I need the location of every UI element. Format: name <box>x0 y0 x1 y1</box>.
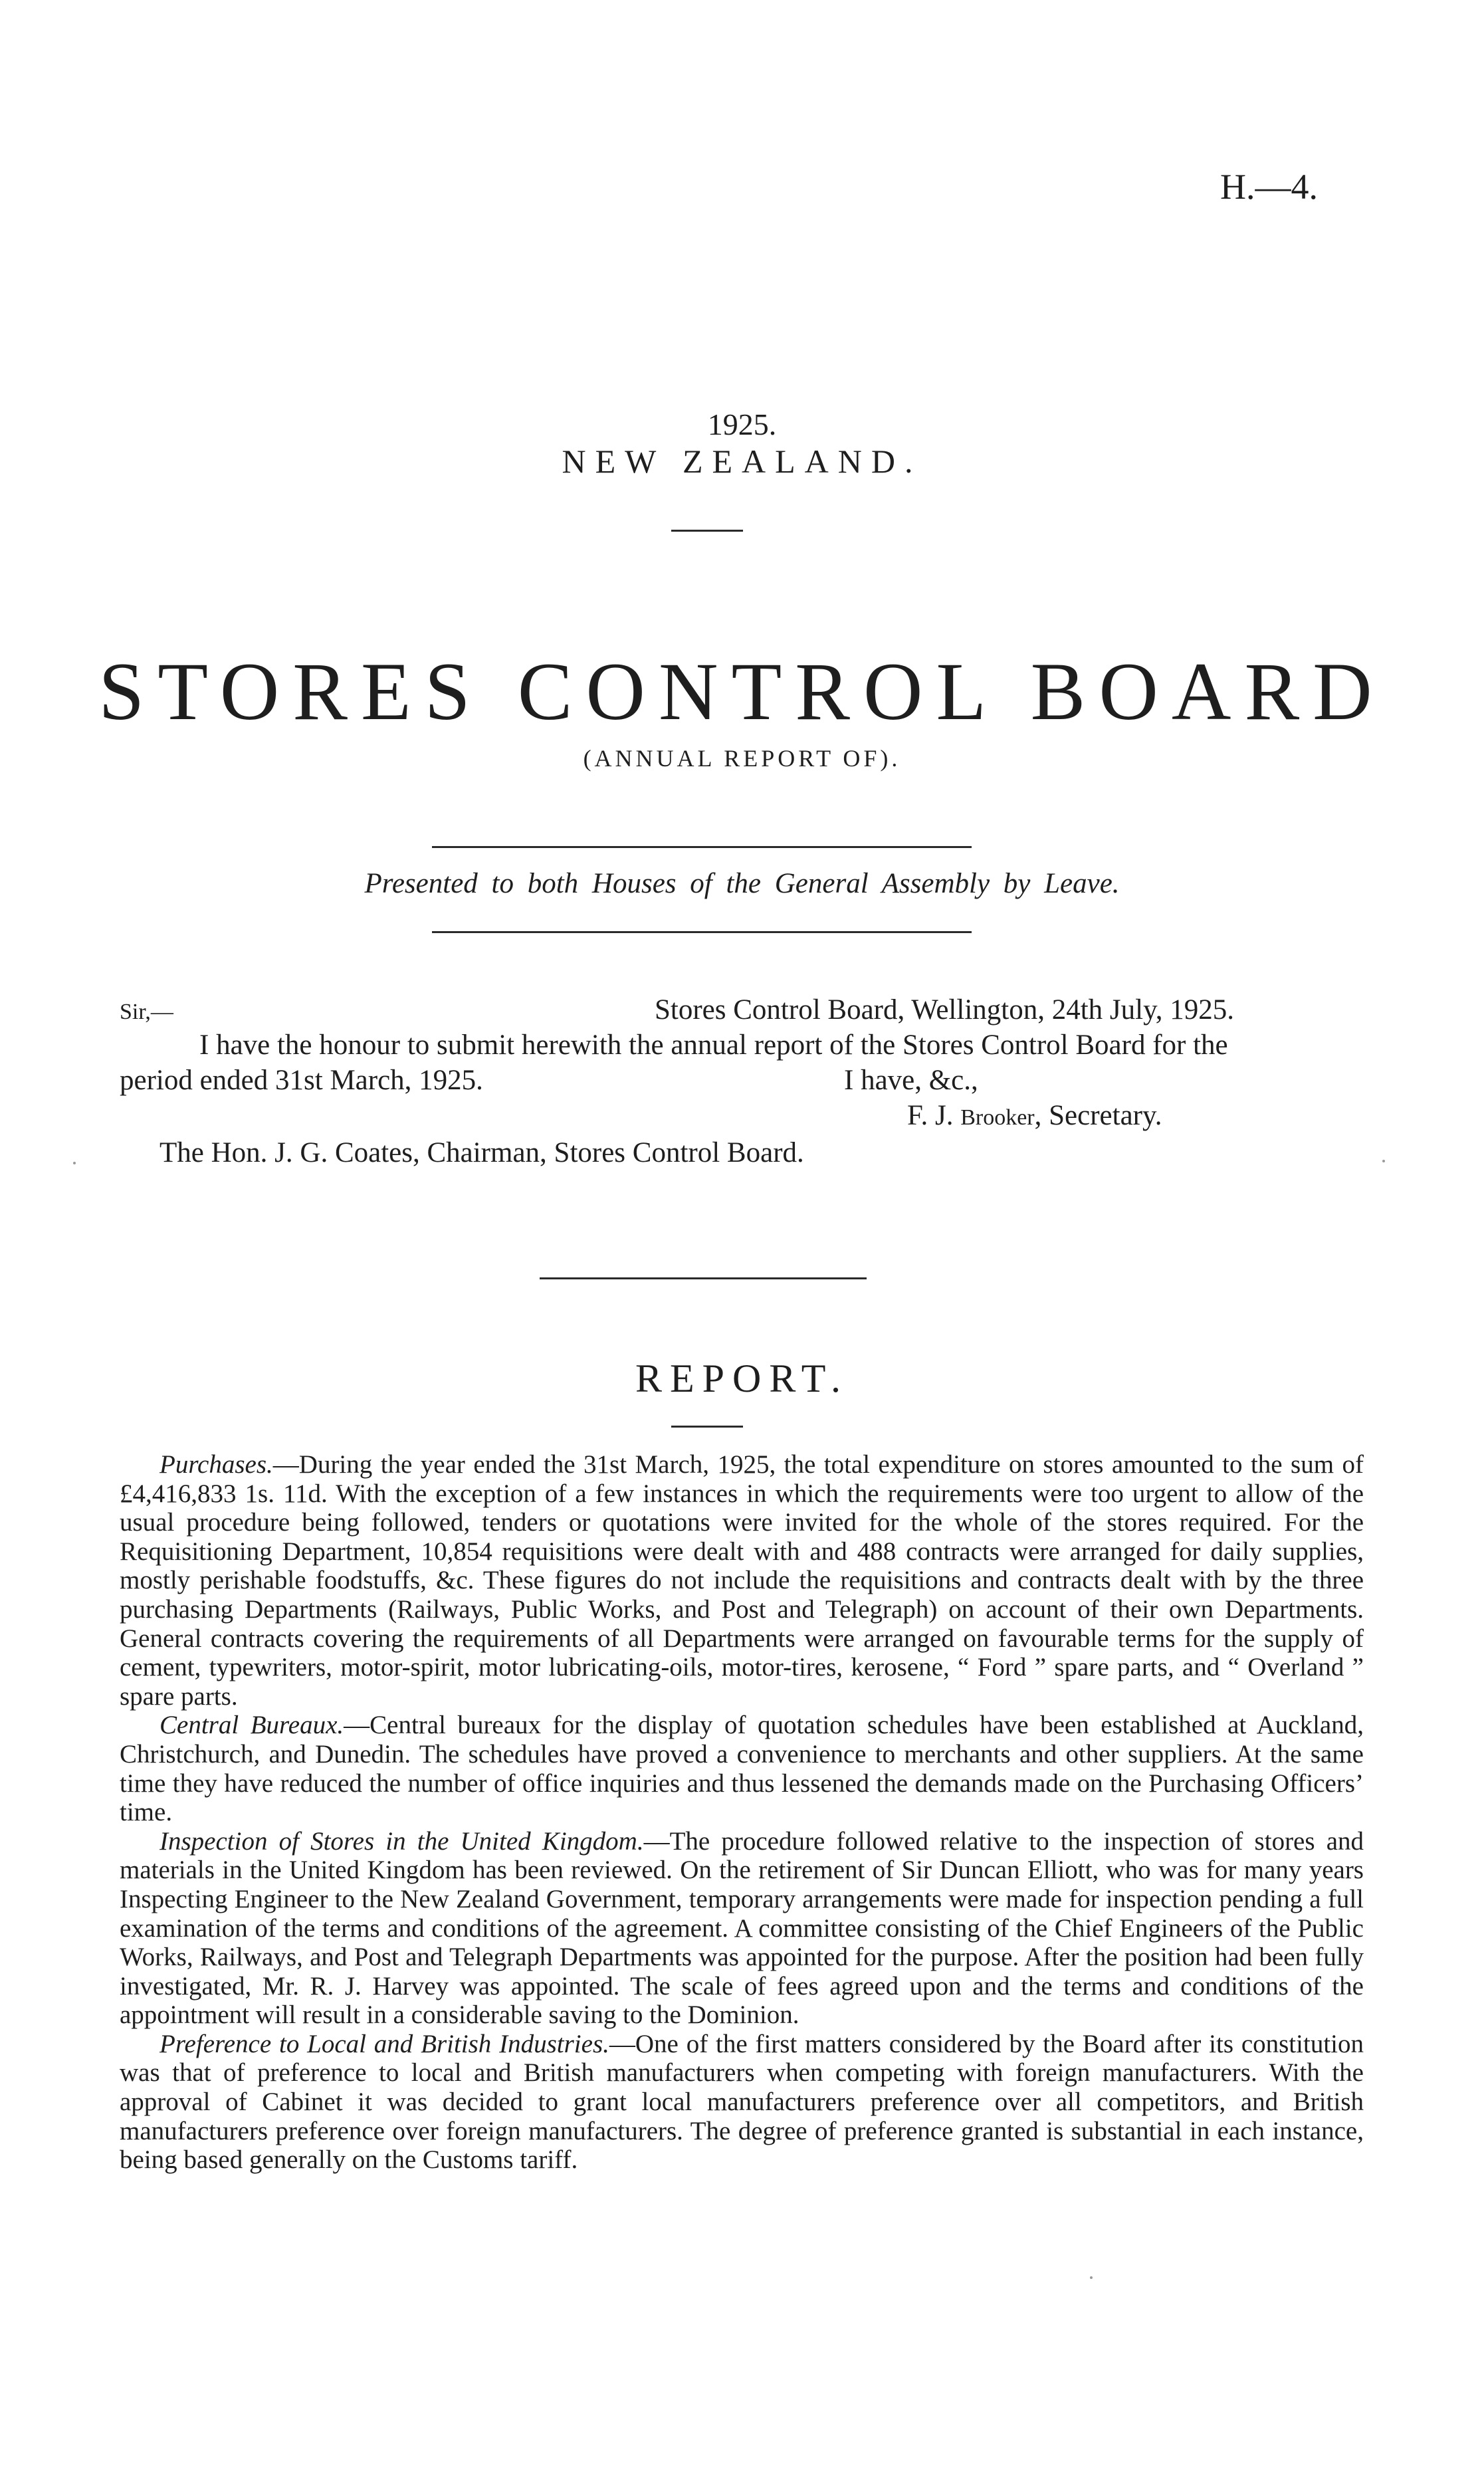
report-heading: REPORT. <box>635 1356 849 1400</box>
letter-salutation <box>120 994 173 1026</box>
signature-initials: F. J. <box>907 1100 961 1131</box>
divider-before-report <box>540 1277 867 1279</box>
letter-body-line-2: period ended 31st March, 1925. <box>120 1065 483 1096</box>
divider-below-presented <box>432 931 972 933</box>
letter-body-line-1: I have the honour to submit herewith the annual report of the Stores Control Board for the <box>199 1029 1228 1061</box>
scan-speck <box>1382 1160 1385 1162</box>
letter-heading: Stores Control Board, Wellington, 24th July, 1925. <box>655 994 1235 1025</box>
paragraph-text: —During the year ended the 31st March, 1925, the total expenditure on stores amounted to the sum of £4,416,833 1s. 11d. With the exception of a few instances in which the requirements were too urgent to allow of the usual procedure being followed, tenders or quotations were invited for the whole of the stores required. For the Requisitioning Department, 10,854 requisitions were dealt with and 488 contracts were arranged for daily supplies, mostly perishable foodstuffs, &c. These figures do not include the requisitions and contracts dealt with by the three purchasing Departments (Railways, Public Works, and Post and Telegraph) on account of their own Departments. General contracts covering the requirements of all Departments were arranged on favourable terms for the supply of cement, typewriters, motor-spirit, motor lubricating-oils, motor-tires, kerosene, “ Ford ” spare parts, and “ Overland ” spare parts. <box>120 1450 1364 1711</box>
country-heading: NEW ZEALAND. <box>562 443 922 480</box>
scan-speck <box>73 1162 76 1164</box>
report-body <box>120 1450 1364 2175</box>
signature-name: Brooker <box>960 1105 1035 1130</box>
paragraph-text: —One of the first matters considered by the Board after its constitution was that of preference to local and British manufacturers when competing with foreign manufacturers. With the approval of Cabinet it was decided to grant local manufacturers preference over all competitors, and British manufacturers preference over foreign manufacturers. The degree of preference granted is substantial in each instance, being based generally on the Customs tariff. <box>120 2029 1364 2175</box>
letter-addressee: The Hon. J. G. Coates, Chairman, Stores Control Board. <box>159 1137 804 1168</box>
paragraph-preference <box>120 2030 1364 2175</box>
paragraph-heading: Central Bureaux. <box>159 1711 344 1740</box>
paragraph-text: —The procedure followed relative to the inspection of stores and materials in the United Kingdom has been reviewed. On the retirement of Sir Duncan Elliott, who was for many years Inspecting Engineer to the New Zealand Government, temporary arrangements were made for inspection pending a full examination of the terms and conditions of the agreement. A committee consisting of the Chief Engineers of the Public Works, Railways, and Post and Telegraph Departments was appointed for the purpose. After the position had been fully investigated, Mr. R. J. Harvey was appointed. The scale of fees agreed upon and the terms and conditions of the appointment will result in a considerable saving to the Dominion. <box>120 1826 1364 2030</box>
presented-note: Presented to both Houses of the General Assembly by Leave. <box>364 868 1120 899</box>
document-subtitle: (ANNUAL REPORT OF). <box>583 745 901 772</box>
paragraph-central-bureaux <box>120 1711 1364 1826</box>
document-title: STORES CONTROL BOARD <box>98 646 1386 737</box>
divider-under-report-heading <box>671 1426 743 1428</box>
paragraph-purchases <box>120 1450 1364 1711</box>
paragraph-inspection <box>120 1827 1364 2030</box>
paragraph-heading: Preference to Local and British Industries. <box>159 2029 609 2058</box>
paragraph-heading: Purchases. <box>159 1450 273 1479</box>
divider-above-presented <box>432 846 972 848</box>
paragraph-text: —Central bureaux for the display of quotation schedules have been established at Auckland, Christchurch, and Dunedin. The schedules have proved a convenience to merchants and other suppliers. At the same time they have reduced the number of office inquiries and thus lessened the demands made on the Purchasing Officers’ time. <box>120 1711 1364 1827</box>
signature-title: , Secretary. <box>1034 1100 1162 1131</box>
salutation-text: Sir,— <box>120 1000 173 1024</box>
document-year: 1925. <box>707 407 777 441</box>
document-reference: H.—4. <box>1220 167 1318 207</box>
paragraph-heading: Inspection of Stores in the United Kingdom. <box>159 1826 644 1856</box>
letter-closing: I have, &c., <box>844 1065 978 1096</box>
divider-short-top <box>671 530 743 532</box>
scan-speck <box>1090 2276 1093 2279</box>
letter-signature <box>907 1099 1162 1132</box>
